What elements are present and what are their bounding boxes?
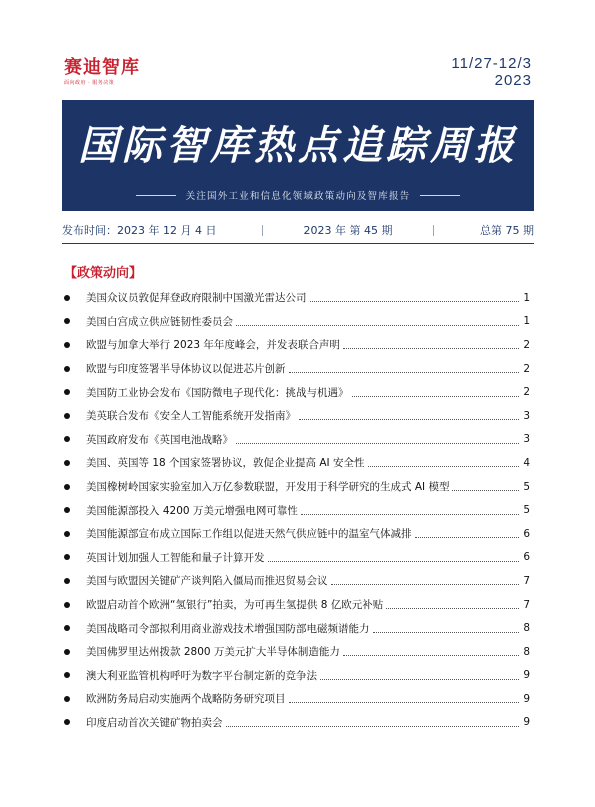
toc-entry[interactable] — [64, 664, 530, 688]
toc-entry[interactable] — [64, 522, 530, 546]
toc-entry-page: 6 — [523, 551, 530, 564]
date-range-weeks: 11/27-12/3 — [451, 55, 532, 72]
toc-entry[interactable] — [64, 640, 530, 664]
toc-entry-title: 澳大利亚监管机构呼吁为数字平台制定新的竞争法 — [86, 669, 317, 682]
bullet-icon — [64, 578, 70, 584]
publish-date: 发布时间：2023 年 12 月 4 日 — [62, 224, 217, 237]
toc-entry-title: 欧盟与印度签署半导体协议以促进芯片创新 — [86, 363, 286, 376]
dot-leader — [320, 679, 519, 680]
dot-leader — [289, 372, 520, 373]
dot-leader — [386, 608, 519, 609]
bullet-icon — [64, 696, 70, 702]
toc-entry-title: 美国能源部投入 4200 万美元增强电网可靠性 — [86, 504, 298, 517]
bullet-icon — [64, 554, 70, 560]
divider-left — [136, 195, 176, 196]
bullet-icon — [64, 672, 70, 678]
toc-entry-page: 5 — [523, 480, 530, 493]
toc-entry-page: 9 — [523, 692, 530, 705]
dot-leader — [289, 702, 520, 703]
toc-entry-page: 1 — [523, 291, 530, 304]
dot-leader — [373, 632, 520, 633]
title-banner — [62, 100, 534, 211]
dot-leader — [236, 443, 519, 444]
toc-entry[interactable] — [64, 498, 530, 522]
bullet-icon — [64, 484, 70, 490]
dot-leader — [343, 655, 519, 656]
bullet-icon — [64, 531, 70, 537]
date-range-year: 2023 — [494, 72, 532, 89]
dot-leader — [452, 490, 519, 491]
dot-leader — [415, 537, 520, 538]
report-subtitle: 关注国外工业和信息化领域政策动向及智库报告 — [185, 191, 411, 202]
toc-entry-page: 8 — [523, 622, 530, 635]
toc-entry[interactable] — [64, 428, 530, 452]
toc-entry-page: 7 — [523, 598, 530, 611]
toc-entry-page: 6 — [523, 527, 530, 540]
toc-entry[interactable] — [64, 711, 530, 735]
toc-entry[interactable] — [64, 616, 530, 640]
bullet-icon — [64, 719, 70, 725]
toc-entry-title: 美国白宫成立供应链韧性委员会 — [86, 315, 233, 328]
toc-entry[interactable] — [64, 593, 530, 617]
toc-entry-page: 9 — [523, 669, 530, 682]
toc-entry-page: 3 — [523, 433, 530, 446]
divider-right — [420, 195, 460, 196]
toc-entry-page: 2 — [523, 338, 530, 351]
bullet-icon — [64, 389, 70, 395]
dot-leader — [331, 584, 520, 585]
bullet-icon — [64, 649, 70, 655]
brand-name: 赛迪智库 — [64, 57, 140, 78]
toc-entry[interactable] — [64, 310, 530, 334]
toc-entry-title: 美国众议员敦促拜登政府限制中国激光雷达公司 — [86, 292, 307, 305]
dot-leader — [343, 348, 519, 349]
toc-entry-page: 1 — [523, 315, 530, 328]
toc-entry-page: 9 — [523, 716, 530, 729]
dot-leader — [226, 726, 520, 727]
bullet-icon — [64, 318, 70, 324]
issue-number: 2023 年 第 45 期 — [303, 224, 393, 237]
toc-entry-page: 8 — [523, 645, 530, 658]
toc-entry-title: 美国能源部宣布成立国际工作组以促进天然气供应链中的温室气体减排 — [86, 528, 412, 541]
toc-entry-title: 欧盟与加拿大举行 2023 年年度峰会，并发表联合声明 — [86, 339, 340, 352]
dot-leader — [368, 466, 520, 467]
toc-entry[interactable] — [64, 687, 530, 711]
toc-entry-title: 英国计划加强人工智能和量子计算开发 — [86, 551, 265, 564]
header-rule — [62, 243, 534, 244]
toc-entry-page: 2 — [523, 362, 530, 375]
bullet-icon — [64, 625, 70, 631]
toc-entry[interactable] — [64, 546, 530, 570]
section-heading: 【政策动向】 — [64, 266, 143, 281]
report-title: 国际智库热点追踪周报 — [78, 122, 518, 169]
toc-entry-title: 英国政府发布《英国电池战略》 — [86, 433, 233, 446]
toc-entry[interactable] — [64, 451, 530, 475]
toc-entry-title: 美国战略司令部拟利用商业游戏技术增强国防部电磁频谱能力 — [86, 622, 370, 635]
toc-entry-title: 印度启动首次关键矿物拍卖会 — [86, 716, 223, 729]
dot-leader — [268, 561, 520, 562]
toc-entry-page: 4 — [523, 456, 530, 469]
dot-leader — [299, 419, 519, 420]
issue-meta — [62, 221, 534, 239]
bullet-icon — [64, 295, 70, 301]
dot-leader — [310, 301, 520, 302]
bullet-icon — [64, 342, 70, 348]
bullet-icon — [64, 507, 70, 513]
toc-entry[interactable] — [64, 333, 530, 357]
toc-entry[interactable] — [64, 475, 530, 499]
bullet-icon — [64, 602, 70, 608]
date-range — [451, 55, 532, 89]
brand-logo — [64, 58, 140, 86]
total-issue: 总第 75 期 — [480, 224, 534, 237]
toc-entry-title: 美国、英国等 18 个国家签署协议，敦促企业提高 AI 安全性 — [86, 457, 365, 470]
bullet-icon — [64, 460, 70, 466]
bullet-icon — [64, 413, 70, 419]
toc-entry-title: 美国橡树岭国家实验室加入万亿参数联盟，开发用于科学研究的生成式 AI 模型 — [86, 481, 450, 494]
dot-leader — [352, 396, 520, 397]
bullet-icon — [64, 436, 70, 442]
toc-entry-page: 3 — [523, 409, 530, 422]
dot-leader — [301, 514, 519, 515]
brand-tagline: 面向政府 · 服务决策 — [64, 80, 115, 86]
toc-entry[interactable] — [64, 380, 530, 404]
dot-leader — [236, 325, 519, 326]
toc-entry-page: 7 — [523, 574, 530, 587]
toc-entry-page: 2 — [523, 386, 530, 399]
toc-entry-page: 5 — [523, 504, 530, 517]
toc-entry[interactable] — [64, 357, 530, 381]
toc-entry-title: 美国与欧盟因关键矿产谈判陷入僵局而推迟贸易会议 — [86, 575, 328, 588]
toc-entry[interactable] — [64, 404, 530, 428]
toc-entry-title: 美国佛罗里达州拨款 2800 万美元扩大半导体制造能力 — [86, 646, 340, 659]
toc-entry-title: 欧洲防务局启动实施两个战略防务研究项目 — [86, 693, 286, 706]
toc-entry[interactable] — [64, 569, 530, 593]
table-of-contents — [64, 286, 530, 734]
toc-entry-title: 美英联合发布《安全人工智能系统开发指南》 — [86, 410, 296, 423]
banner-subtitle-row — [62, 188, 534, 202]
toc-entry[interactable] — [64, 286, 530, 310]
toc-entry-title: 美国防工业协会发布《国防微电子现代化：挑战与机遇》 — [86, 386, 349, 399]
toc-entry-title: 欧盟启动首个欧洲“氢银行”拍卖，为可再生氢提供 8 亿欧元补贴 — [86, 599, 384, 612]
bullet-icon — [64, 366, 70, 372]
